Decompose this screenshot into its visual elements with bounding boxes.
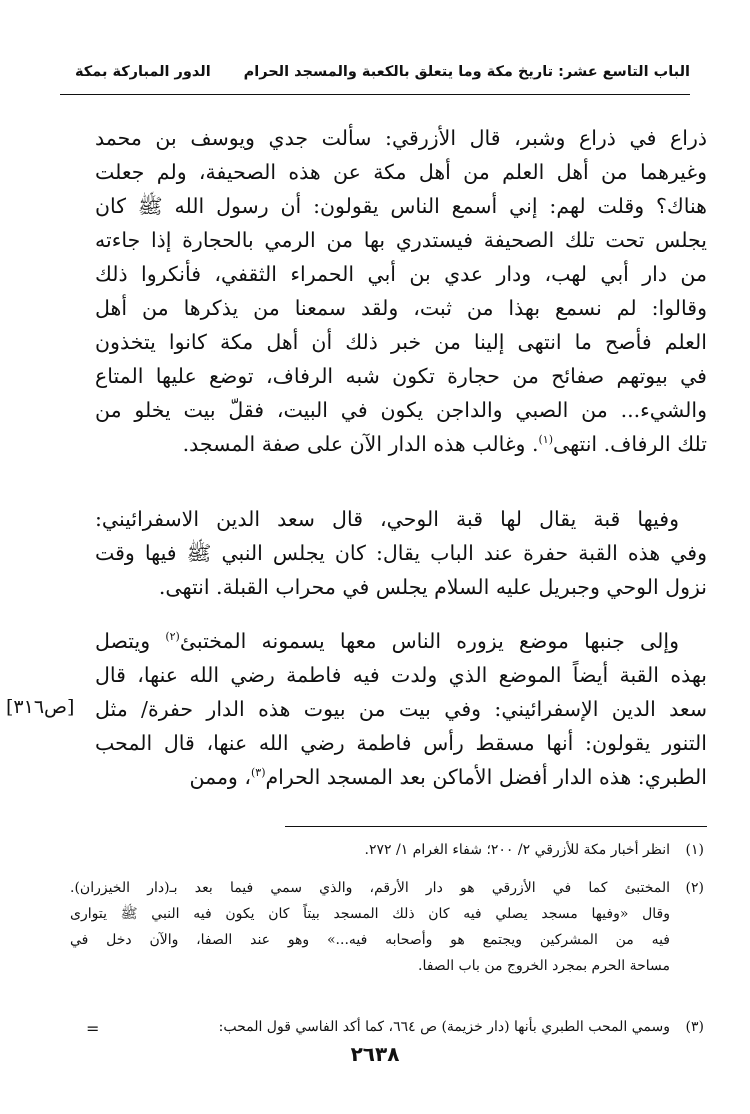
text-run: ، وممن xyxy=(189,765,251,789)
text-line xyxy=(95,427,707,461)
original-page-marker: [ص٣١٦] xyxy=(6,696,75,718)
text-line: العلم فأصح ما انتهى إلينا من خبر ذلك أن أهل مكة كانوا يتخذون xyxy=(95,330,707,354)
text-line: التنور يقولون: أنها مسقط رأس فاطمة رضي الله عنها، قال المحب xyxy=(95,731,707,755)
text-line: في بيوتهم صفائح من حجارة تكون شبه الرفاف، توضع عليها المتاع xyxy=(95,364,707,388)
text-line: من دار أبي لهب، ودار عدي بن أبي الحمراء الثقفي، فأنكروا ذلك xyxy=(95,262,707,286)
text-line: والشيء... من الصبي والداجن يكون في البيت، فقلّ بيت يخلو من xyxy=(95,398,707,422)
text-run: الطبري: هذه الدار أفضل الأماكن بعد المسجد الحرام xyxy=(265,765,707,789)
footnote-line: وقال «وفيها مسجد يصلي فيه كان ذلك المسجد بيتاً كان يكون فيه النبي ﷺ يتوارى xyxy=(70,906,670,922)
text-run: ويتصل xyxy=(95,629,166,653)
running-header xyxy=(75,55,690,89)
chapter-title: الباب التاسع عشر: تاريخ مكة وما يتعلق بالكعبة والمسجد الحرام xyxy=(243,64,690,80)
text-line xyxy=(95,624,707,658)
footnote-number: (٣) xyxy=(685,1019,704,1035)
text-line xyxy=(95,760,707,794)
text-line: وقالوا: لم نسمع بهذا من ثبت، ولقد سمعنا من يذكرها من أهل xyxy=(95,296,707,320)
section-title: الدور المباركة بمكة xyxy=(75,64,211,80)
footnote-number: (٢) xyxy=(685,880,704,896)
text-line: وغيرهما من أهل العلم من أهل مكة عن هذه الصحيفة، ولم جعلت xyxy=(95,160,707,184)
footnote-line: فيه من المشركين ويجتمع هو وأصحابه فيه...» وهو عند الصفا، والآن دخل في xyxy=(70,932,670,948)
footnote-line: المختبئ كما في الأزرقي هو دار الأرقم، والذي سمي فيما بعد بـ(دار الخيزران). xyxy=(70,880,670,896)
header-divider xyxy=(60,94,690,95)
continuation-mark: = xyxy=(86,1019,100,1038)
text-line: وفيها قبة يقال لها قبة الوحي، قال سعد الدين الاسفرائيني: xyxy=(95,507,679,531)
text-line: يجلس تحت تلك الصحيفة فيستدري بها من الرمي بالحجارة إذا جاءته xyxy=(95,228,707,252)
text-line: هناك؟ وقلت لهم: إني أسمع الناس يقولون: أن رسول الله ﷺ كان xyxy=(95,194,707,218)
footnote-line: انظر أخبار مكة للأزرقي ٢/ ٢٠٠؛ شفاء الغرام ١/ ٢٧٢. xyxy=(364,842,670,858)
footnote-ref: (٣) xyxy=(250,766,266,780)
text-line: ذراع في ذراع وشبر، قال الأزرقي: سألت جدي ويوسف بن محمد xyxy=(95,126,707,150)
text-line: بهذه القبة أيضاً الموضع الذي ولدت فيه فاطمة رضي الله عنها، قال xyxy=(95,663,707,687)
footnote-line: مساحة الحرم بمجرد الخروج من باب الصفا. xyxy=(418,958,670,974)
page-number: ٢٦٣٨ xyxy=(350,1042,400,1066)
footnote-ref: (٢) xyxy=(165,630,180,644)
text-line: نزول الوحي وجبريل عليه السلام يجلس في محراب القبلة. انتهى. xyxy=(158,575,707,599)
footnote-number: (١) xyxy=(685,842,704,858)
text-line: سعد الدين الإسفرائيني: وفي بيت من بيوت هذه الدار حفرة/ مثل xyxy=(95,697,707,721)
text-line: وفي هذه القبة حفرة عند الباب يقال: كان يجلس النبي ﷺ فيها وقت xyxy=(95,541,707,565)
text-run: وإلى جنبها موضع يزوره الناس معها يسمونه المختبئ xyxy=(179,629,679,653)
text-run: . وغالب هذه الدار الآن على صفة المسجد. xyxy=(182,432,539,456)
footnote-ref: (١) xyxy=(538,433,553,447)
footnote-divider xyxy=(285,826,707,827)
footnote-line: وسمي المحب الطبري بأنها (دار خزيمة) ص ٦٦٤، كما أكد الفاسي قول المحب: xyxy=(218,1019,670,1035)
text-run: تلك الرفاف. انتهى xyxy=(553,432,707,456)
